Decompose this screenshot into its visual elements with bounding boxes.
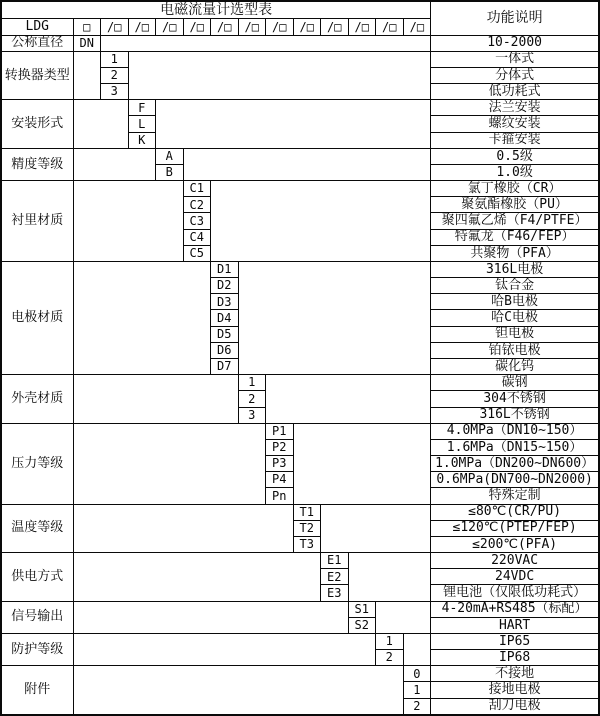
option-description: 共聚物（PFA） xyxy=(431,245,599,261)
option-description: ≤80℃(CR/PU) xyxy=(431,504,599,520)
category-row xyxy=(1,601,599,617)
option-description: 钽电极 xyxy=(431,326,599,342)
category-label: 外壳材质 xyxy=(1,375,73,424)
option-code: Pn xyxy=(266,488,294,504)
model-slot-cell: /□ xyxy=(293,19,321,35)
spacer-cell-right xyxy=(183,148,431,180)
spacer-cell-right xyxy=(376,601,431,633)
option-description: 4-20mA+RS485（标配） xyxy=(431,601,599,617)
option-code: L xyxy=(128,116,156,132)
option-code: C4 xyxy=(183,229,211,245)
model-slot-cell: /□ xyxy=(348,19,376,35)
option-code: F xyxy=(128,100,156,116)
option-code: P4 xyxy=(266,472,294,488)
category-label: 精度等级 xyxy=(1,148,73,180)
option-description: 碳钢 xyxy=(431,375,599,391)
option-code: 2 xyxy=(403,698,431,715)
spacer-cell-left xyxy=(73,666,403,715)
spacer-cell-right xyxy=(101,35,431,51)
option-code: B xyxy=(156,164,184,180)
model-prefix-cell: LDG xyxy=(1,19,73,35)
option-description: 螺纹安装 xyxy=(431,116,599,132)
option-code: C5 xyxy=(183,245,211,261)
model-slot-cell: /□ xyxy=(211,19,239,35)
option-code: A xyxy=(156,148,184,164)
option-code: S1 xyxy=(348,601,376,617)
spacer-cell-left xyxy=(73,553,321,602)
option-code: 3 xyxy=(101,84,129,100)
model-slot-cell: /□ xyxy=(128,19,156,35)
spacer-cell-right xyxy=(128,51,431,100)
option-description: 1.6MPa（DN15~150） xyxy=(431,439,599,455)
category-label: 压力等级 xyxy=(1,423,73,504)
option-description: 4.0MPa（DN10~150） xyxy=(431,423,599,439)
spacer-cell-left xyxy=(73,148,156,180)
category-row xyxy=(1,35,599,51)
category-label: 信号输出 xyxy=(1,601,73,633)
category-row xyxy=(1,504,599,520)
option-description: HART xyxy=(431,617,599,633)
option-description: 锂电池（仅限低功耗式） xyxy=(431,585,599,601)
option-code: C3 xyxy=(183,213,211,229)
model-slot-cell: /□ xyxy=(321,19,349,35)
option-description: 刮刀电极 xyxy=(431,698,599,715)
option-description: 氯丁橡胶（CR） xyxy=(431,181,599,197)
category-row xyxy=(1,553,599,569)
model-slot-cell: /□ xyxy=(156,19,184,35)
option-description: 卡箍安装 xyxy=(431,132,599,148)
spacer-cell-left xyxy=(73,601,348,633)
option-description: 法兰安装 xyxy=(431,100,599,116)
model-slot-cell: /□ xyxy=(376,19,404,35)
spacer-cell-left xyxy=(73,261,211,374)
option-code: DN xyxy=(73,35,101,51)
option-code: S2 xyxy=(348,617,376,633)
category-label: 安装形式 xyxy=(1,100,73,149)
option-code: D6 xyxy=(211,342,239,358)
model-slot-cell: /□ xyxy=(403,19,431,35)
category-label: 供电方式 xyxy=(1,553,73,602)
spacer-cell-right xyxy=(293,423,431,504)
option-code: 1 xyxy=(376,633,404,649)
option-description: 316L电极 xyxy=(431,261,599,277)
option-description: ≤200℃(PFA) xyxy=(431,536,599,552)
spacer-cell-right xyxy=(321,504,431,553)
option-description: 10-2000 xyxy=(431,35,599,51)
category-row xyxy=(1,100,599,116)
option-code: 1 xyxy=(403,682,431,698)
option-description: 不接地 xyxy=(431,666,599,682)
option-code: P2 xyxy=(266,439,294,455)
option-description: IP68 xyxy=(431,650,599,666)
option-description: 220VAC xyxy=(431,553,599,569)
option-description: 特氟龙（F46/FEP） xyxy=(431,229,599,245)
option-description: 聚氨酯橡胶（PU） xyxy=(431,197,599,213)
model-slot-cell: /□ xyxy=(238,19,266,35)
option-description: 1.0MPa（DN200~DN600） xyxy=(431,456,599,472)
category-label: 公称直径 xyxy=(1,35,73,51)
option-description: 低功耗式 xyxy=(431,84,599,100)
spacer-cell-right xyxy=(348,553,431,602)
option-code: D2 xyxy=(211,278,239,294)
spacer-cell-right xyxy=(403,633,431,665)
option-description: 特殊定制 xyxy=(431,488,599,504)
category-row xyxy=(1,181,599,197)
category-label: 衬里材质 xyxy=(1,181,73,262)
option-code: 2 xyxy=(101,67,129,83)
option-code: E1 xyxy=(321,553,349,569)
option-description: 304不锈钢 xyxy=(431,391,599,407)
category-row xyxy=(1,261,599,277)
option-code: C2 xyxy=(183,197,211,213)
spacer-cell-right xyxy=(156,100,431,149)
category-row xyxy=(1,633,599,649)
option-code: D4 xyxy=(211,310,239,326)
category-row xyxy=(1,423,599,439)
category-label: 防护等级 xyxy=(1,633,73,665)
option-code: 3 xyxy=(238,407,266,423)
table-title: 电磁流量计选型表 xyxy=(1,1,431,19)
option-description: 哈C电极 xyxy=(431,310,599,326)
option-description: IP65 xyxy=(431,633,599,649)
option-code: 2 xyxy=(238,391,266,407)
spacer-cell-left xyxy=(73,51,101,100)
option-code: E3 xyxy=(321,585,349,601)
category-row xyxy=(1,666,599,682)
option-description: 316L不锈钢 xyxy=(431,407,599,423)
spacer-cell-right xyxy=(266,375,431,424)
model-first-box-cell: □ xyxy=(73,19,101,35)
header-row xyxy=(1,1,599,19)
option-code: T3 xyxy=(293,536,321,552)
option-code: 0 xyxy=(403,666,431,682)
spacer-cell-right xyxy=(238,261,431,374)
category-label: 温度等级 xyxy=(1,504,73,553)
spacer-cell-right xyxy=(211,181,431,262)
model-slot-cell: /□ xyxy=(101,19,129,35)
option-code: D5 xyxy=(211,326,239,342)
option-description: 一体式 xyxy=(431,51,599,67)
option-description: 钛合金 xyxy=(431,278,599,294)
option-code: T1 xyxy=(293,504,321,520)
function-column-header: 功能说明 xyxy=(431,1,599,35)
spacer-cell-left xyxy=(73,423,266,504)
option-description: 铂铱电极 xyxy=(431,342,599,358)
model-slot-cell: /□ xyxy=(266,19,294,35)
category-label: 电极材质 xyxy=(1,261,73,374)
option-description: 接地电极 xyxy=(431,682,599,698)
option-code: 2 xyxy=(376,650,404,666)
spacer-cell-left xyxy=(73,504,293,553)
option-code: D7 xyxy=(211,358,239,374)
option-description: 1.0级 xyxy=(431,164,599,180)
option-code: E2 xyxy=(321,569,349,585)
option-description: 聚四氟乙烯（F4/PTFE） xyxy=(431,213,599,229)
spacer-cell-left xyxy=(73,100,128,149)
category-row xyxy=(1,148,599,164)
selection-table-body xyxy=(1,1,599,715)
spacer-cell-left xyxy=(73,375,238,424)
option-description: 0.6MPa(DN700~DN2000) xyxy=(431,472,599,488)
category-label: 转换器类型 xyxy=(1,51,73,100)
option-code: D1 xyxy=(211,261,239,277)
option-code: 1 xyxy=(101,51,129,67)
spacer-cell-left xyxy=(73,633,376,665)
option-code: P1 xyxy=(266,423,294,439)
model-slot-cell: /□ xyxy=(183,19,211,35)
option-description: 碳化钨 xyxy=(431,358,599,374)
option-code: D3 xyxy=(211,294,239,310)
option-description: ≤120℃(PTEP/FEP) xyxy=(431,520,599,536)
category-row xyxy=(1,51,599,67)
option-description: 分体式 xyxy=(431,67,599,83)
option-code: T2 xyxy=(293,520,321,536)
spacer-cell-left xyxy=(73,181,183,262)
option-description: 0.5级 xyxy=(431,148,599,164)
option-description: 哈B电极 xyxy=(431,294,599,310)
option-code: 1 xyxy=(238,375,266,391)
option-code: K xyxy=(128,132,156,148)
option-code: P3 xyxy=(266,456,294,472)
option-description: 24VDC xyxy=(431,569,599,585)
category-label: 附件 xyxy=(1,666,73,715)
category-row xyxy=(1,375,599,391)
option-code: C1 xyxy=(183,181,211,197)
